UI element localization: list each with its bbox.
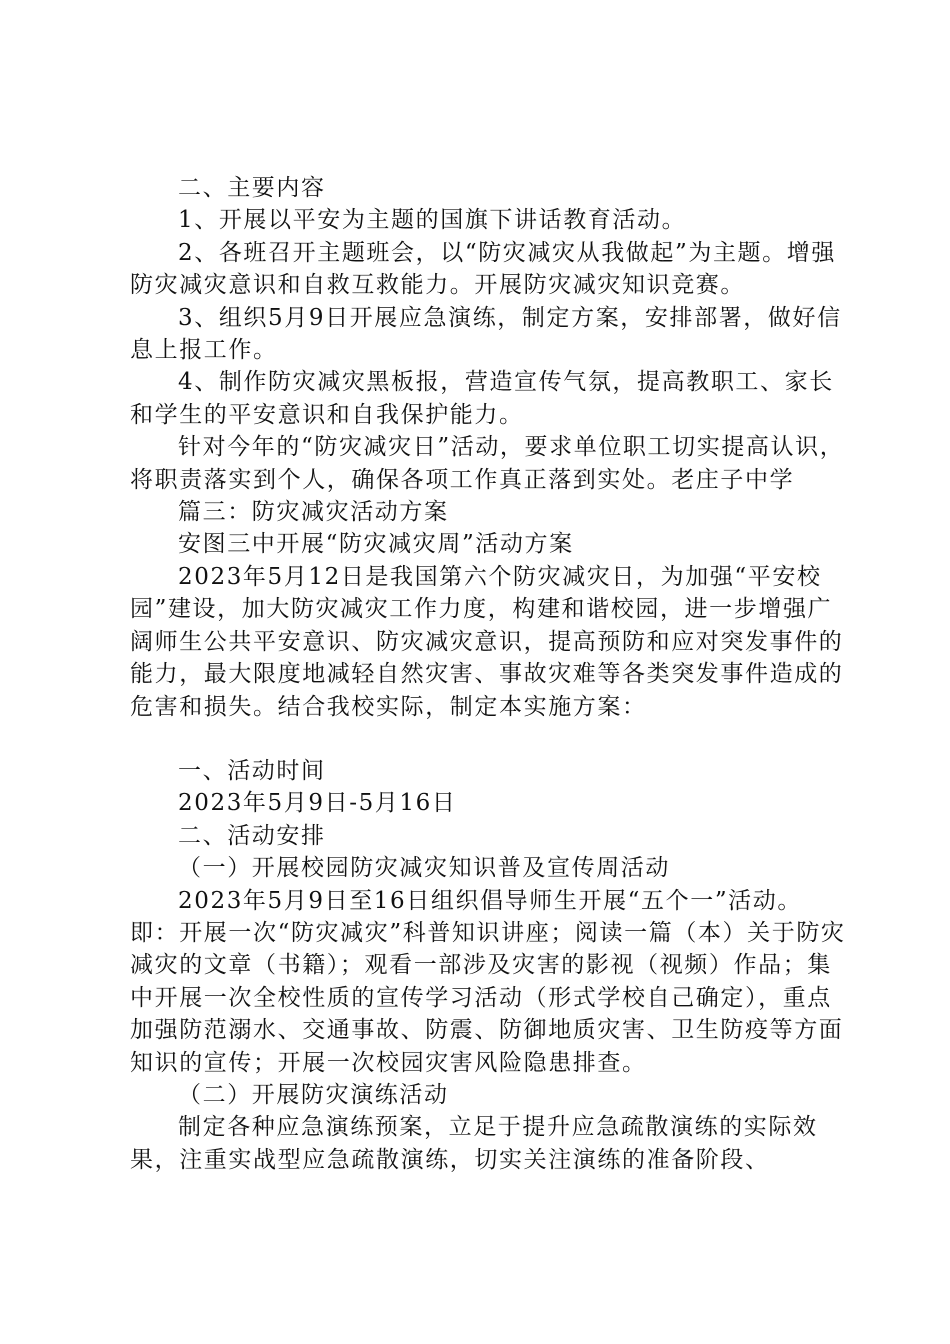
- document-body: [130, 172, 850, 1176]
- heading-activity-time: 一、活动时间: [178, 757, 326, 784]
- paragraph-summary: 针对今年的“防灾减灾日”活动，要求单位职工切实提高认识，将职责落实到个人，确保各项工作真正落到实处。老庄子中学: [130, 434, 845, 493]
- blank-line: [130, 723, 850, 755]
- heading-main-content: 二、主要内容: [178, 175, 326, 201]
- heading-activity-arrangement: 二、活动安排: [178, 822, 326, 849]
- section-title: 篇三：防灾减灾活动方案: [178, 499, 449, 526]
- paragraph-item-1: 1、开展以平安为主题的国旗下讲话教育活动。: [178, 207, 687, 234]
- paragraph-item-3: 3、组织5月9日开展应急演练，制定方案，安排部署，做好信息上报工作。: [130, 304, 842, 364]
- paragraph-drill-plan: 制定各种应急演练预案，立足于提升应急疏散演练的实际效果，注重实战型应急疏散演练，切实关注演练的准备阶段、: [130, 1114, 818, 1173]
- paragraph-intro: 2023年5月12日是我国第六个防灾减灾日，为加强“平安校园”建设，加大防灾减灾工作力度，构建和谐校园，进一步增强广阔师生公共平安意识、防灾减灾意识，提高预防和应对突发事件的能力，最大限度地减轻自然灾害、事故灾难等各类突发事件造成的危害和损失。结合我校实际，制定本实施方案：: [130, 563, 844, 720]
- activity-date-range: 2023年5月9日-5月16日: [178, 790, 457, 817]
- paragraph-item-4: 4、制作防灾减灾黑板报，营造宣传气氛，提高教职工、家长和学生的平安意识和自我保护能力。: [130, 369, 834, 428]
- subheading-drill: （二）开展防灾演练活动: [178, 1081, 449, 1108]
- paragraph-five-ones: 2023年5月9日至16日组织倡导师生开展“五个一”活动。即：开展一次“防灾减灾”科普知识讲座；阅读一篇（本）关于防灾减灾的文章（书籍）；观看一部涉及灾害的影视（视频）作品；集中开展一次全校性质的宣传学习活动（形式学校自己确定），重点加强防范溺水、交通事故、防震、防御地质灾害、卫生防疫等方面知识的宣传；开展一次校园灾害风险隐患排查。: [130, 887, 846, 1076]
- plan-title: 安图三中开展“防灾减灾周”活动方案: [178, 531, 574, 558]
- subheading-knowledge-week: （一）开展校园防灾减灾知识普及宣传周活动: [178, 855, 670, 882]
- paragraph-item-2: 2、各班召开主题班会，以“防灾减灾从我做起”为主题。增强防灾减灾意识和自救互救能力。开展防灾减灾知识竞赛。: [130, 239, 836, 299]
